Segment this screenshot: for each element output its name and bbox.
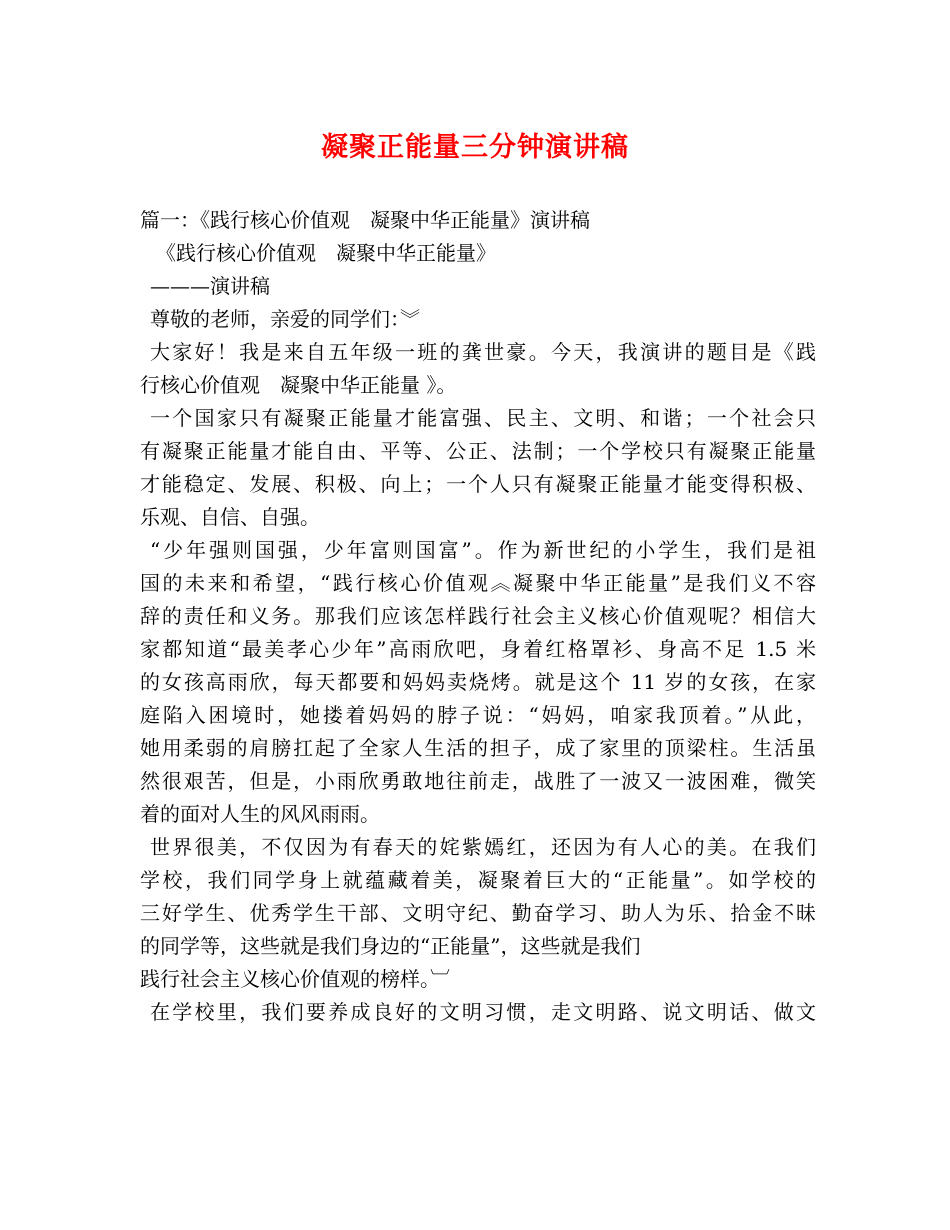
text-line: 的女孩高雨欣，每天都要和妈妈卖烧烤。就是这个 11 岁的女孩，在家	[140, 670, 816, 694]
text-line: 然很艰苦，但是，小雨欣勇敢地往前走，战胜了一波又一波困难，微笑	[140, 769, 816, 793]
text-line: 篇一：《践行核心价值观 凝聚中华正能量》演讲稿	[140, 208, 590, 232]
text-line: 《践行核心价值观 凝聚中华正能量》	[156, 241, 496, 265]
text-line: “少年强则国强，少年富则国富”。作为新世纪的小学生，我们是祖	[150, 538, 816, 562]
text-line: 学校，我们同学身上就蕴藏着美，凝聚着巨大的“正能量”。如学校的	[140, 868, 816, 892]
text-line: 国的未来和希望，“践行核心价值观︽凝聚中华正能量”是我们义不容	[140, 571, 816, 595]
text-line: 有凝聚正能量才能自由、平等、公正、法制；一个学校只有凝聚正能量	[140, 439, 816, 463]
text-line: 才能稳定、发展、积极、向上；一个人只有凝聚正能量才能变得积极、	[140, 472, 816, 496]
text-line: 乐观、自信、自强。	[140, 505, 320, 529]
text-line: 着的面对人生的风风雨雨。	[140, 802, 380, 826]
document-body	[140, 204, 816, 1029]
text-line: 庭陷入困境时，她搂着妈妈的脖子说：“妈妈，咱家我顶着。”从此，	[140, 703, 816, 727]
text-line: 大家好！我是来自五年级一班的龚世豪。今天，我演讲的题目是《践	[150, 340, 816, 364]
text-line: 她用柔弱的肩膀扛起了全家人生活的担子，成了家里的顶梁柱。生活虽	[140, 736, 816, 760]
text-line: 尊敬的老师，亲爱的同学们：︾	[150, 307, 420, 331]
text-line: 行核心价值观 凝聚中华正能量 》。	[140, 373, 457, 397]
text-line: ———演讲稿	[150, 274, 270, 298]
text-line: 一个国家只有凝聚正能量才能富强、民主、文明、和谐；一个社会只	[150, 406, 816, 430]
text-line: 在学校里，我们要养成良好的文明习惯，走文明路、说文明话、做文	[150, 1000, 816, 1024]
text-line: 的同学等，这些就是我们身边的“正能量”，这些就是我们	[140, 934, 641, 958]
text-line: 践行社会主义核心价值观的榜样。︺	[140, 967, 450, 991]
text-line: 辞的责任和义务。那我们应该怎样践行社会主义核心价值观呢？相信大	[140, 604, 816, 628]
document-title: 凝聚正能量三分钟演讲稿	[321, 132, 629, 163]
text-line: 家都知道“最美孝心少年”高雨欣吧，身着红格罩衫、身高不足 1.5 米	[140, 637, 816, 661]
text-line: 世界很美，不仅因为有春天的姹紫嫣红，还因为有人心的美。在我们	[150, 835, 816, 859]
text-line: 三好学生、优秀学生干部、文明守纪、勤奋学习、助人为乐、拾金不昧	[140, 901, 816, 925]
